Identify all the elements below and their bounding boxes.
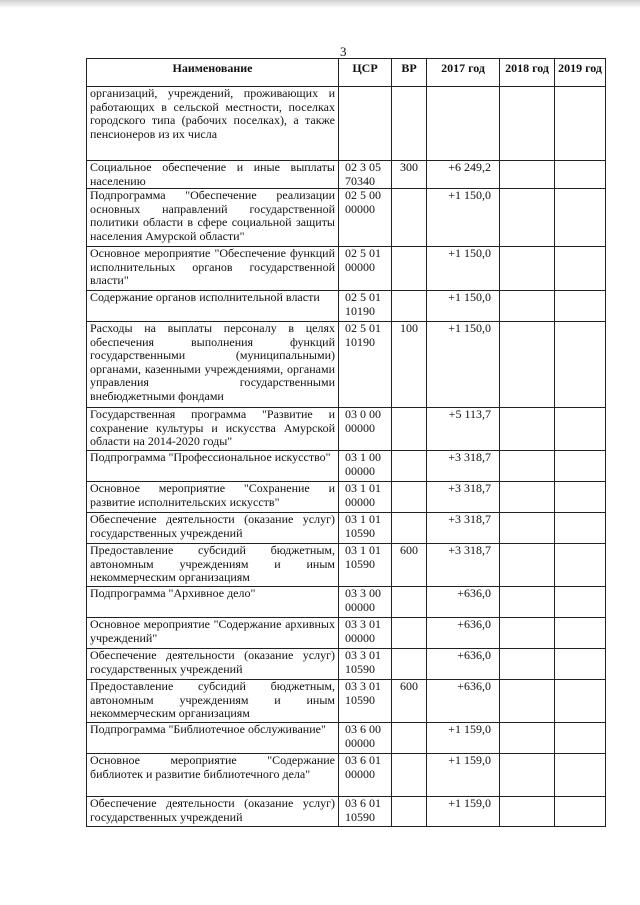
row-amount-2019 <box>555 723 606 754</box>
row-amount-2018 <box>500 587 555 618</box>
table-row <box>87 161 606 189</box>
table-row <box>87 649 606 680</box>
row-amount-2018 <box>500 649 555 680</box>
table-row <box>87 723 606 754</box>
row-amount-2018 <box>500 87 555 161</box>
table-row <box>87 408 606 451</box>
header-2017: 2017 год <box>427 59 500 87</box>
row-csr: 03 1 01 00000 <box>339 482 392 513</box>
row-vr <box>392 408 427 451</box>
row-amount-2017: +636,0 <box>427 618 500 649</box>
row-vr <box>392 247 427 291</box>
table-row <box>87 451 606 482</box>
row-vr <box>392 189 427 247</box>
row-amount-2017: +1 150,0 <box>427 291 500 322</box>
row-amount-2017: +1 150,0 <box>427 247 500 291</box>
row-vr <box>392 723 427 754</box>
row-vr <box>392 513 427 544</box>
table-row <box>87 189 606 247</box>
row-csr: 03 0 00 00000 <box>339 408 392 451</box>
row-amount-2018 <box>500 482 555 513</box>
page-number: 3 <box>340 44 347 59</box>
scan-edge <box>0 0 640 8</box>
row-csr: 03 3 01 10590 <box>339 680 392 723</box>
table-row <box>87 513 606 544</box>
row-amount-2019 <box>555 649 606 680</box>
row-amount-2017: +1 150,0 <box>427 322 500 408</box>
row-vr: 600 <box>392 680 427 723</box>
row-vr <box>392 587 427 618</box>
row-amount-2017: +3 318,7 <box>427 513 500 544</box>
row-csr: 03 3 01 10590 <box>339 649 392 680</box>
row-csr: 03 3 00 00000 <box>339 587 392 618</box>
row-amount-2019 <box>555 587 606 618</box>
row-name: Основное мероприятие "Содержание архивных учреждений" <box>87 618 339 649</box>
row-name: Обеспечение деятельности (оказание услуг) государственных учреждений <box>87 513 339 544</box>
row-amount-2018 <box>500 291 555 322</box>
row-amount-2017: +1 159,0 <box>427 723 500 754</box>
row-amount-2019 <box>555 189 606 247</box>
row-amount-2018 <box>500 247 555 291</box>
table-body <box>87 87 606 827</box>
row-amount-2019 <box>555 680 606 723</box>
row-vr <box>392 451 427 482</box>
row-amount-2017: +1 159,0 <box>427 797 500 827</box>
header-csr: ЦСР <box>339 59 392 87</box>
table-row <box>87 618 606 649</box>
row-csr: 03 1 01 10590 <box>339 513 392 544</box>
row-csr: 02 5 01 10190 <box>339 291 392 322</box>
row-name: Обеспечение деятельности (оказание услуг) государственных учреждений <box>87 797 339 827</box>
row-amount-2018 <box>500 161 555 189</box>
row-amount-2017: +636,0 <box>427 649 500 680</box>
row-amount-2019 <box>555 408 606 451</box>
table-row <box>87 482 606 513</box>
header-name: Наименование <box>87 59 339 87</box>
row-amount-2019 <box>555 161 606 189</box>
row-amount-2018 <box>500 680 555 723</box>
row-name: Подпрограмма "Профессиональное искусство" <box>87 451 339 482</box>
row-amount-2018 <box>500 513 555 544</box>
table-row <box>87 87 606 161</box>
row-csr: 02 5 01 10190 <box>339 322 392 408</box>
table-row <box>87 322 606 408</box>
row-name: Основное мероприятие "Обеспечение функций исполнительных органов государственной власти" <box>87 247 339 291</box>
row-csr: 03 1 00 00000 <box>339 451 392 482</box>
row-name: организаций, учреждений, проживающих и работающих в сельской местности, поселках городского типа (рабочих поселках), а также пенсионеров из их числа <box>87 87 339 161</box>
table-row <box>87 544 606 587</box>
row-vr <box>392 482 427 513</box>
row-amount-2017: +3 318,7 <box>427 482 500 513</box>
table-row <box>87 797 606 827</box>
row-amount-2018 <box>500 797 555 827</box>
row-vr: 600 <box>392 544 427 587</box>
row-name: Расходы на выплаты персоналу в целях обеспечения выполнения функций государственными (муниципальными) органами, казенными учреждениями, органами управления государственными внебюджетными фондами <box>87 322 339 408</box>
row-amount-2017 <box>427 87 500 161</box>
row-csr: 03 3 01 00000 <box>339 618 392 649</box>
row-name: Подпрограмма "Архивное дело" <box>87 587 339 618</box>
row-amount-2019 <box>555 482 606 513</box>
row-amount-2017: +636,0 <box>427 680 500 723</box>
row-csr: 02 3 05 70340 <box>339 161 392 189</box>
row-csr: 03 6 00 00000 <box>339 723 392 754</box>
header-2019: 2019 год <box>555 59 606 87</box>
row-amount-2017: +5 113,7 <box>427 408 500 451</box>
row-vr <box>392 797 427 827</box>
row-name: Государственная программа "Развитие и сохранение культуры и искусства Амурской области на 2014-2020 годы" <box>87 408 339 451</box>
header-2018: 2018 год <box>500 59 555 87</box>
row-amount-2017: +1 159,0 <box>427 754 500 797</box>
row-vr <box>392 754 427 797</box>
row-amount-2019 <box>555 322 606 408</box>
row-csr <box>339 87 392 161</box>
row-name: Предоставление субсидий бюджетным, автономным учреждениям и иным некоммерческим организациям <box>87 680 339 723</box>
row-name: Предоставление субсидий бюджетным, автономным учреждениям и иным некоммерческим организациям <box>87 544 339 587</box>
row-amount-2019 <box>555 544 606 587</box>
budget-table <box>86 58 606 827</box>
row-name: Обеспечение деятельности (оказание услуг) государственных учреждений <box>87 649 339 680</box>
row-vr <box>392 649 427 680</box>
row-amount-2017: +3 318,7 <box>427 451 500 482</box>
row-name: Основное мероприятие "Сохранение и развитие исполнительских искусств" <box>87 482 339 513</box>
row-amount-2018 <box>500 618 555 649</box>
row-name: Содержание органов исполнительной власти <box>87 291 339 322</box>
row-amount-2018 <box>500 723 555 754</box>
row-amount-2019 <box>555 754 606 797</box>
row-name: Социальное обеспечение и иные выплаты населению <box>87 161 339 189</box>
row-amount-2019 <box>555 618 606 649</box>
row-amount-2018 <box>500 451 555 482</box>
row-amount-2019 <box>555 451 606 482</box>
table-row <box>87 291 606 322</box>
row-vr: 300 <box>392 161 427 189</box>
table-row <box>87 247 606 291</box>
row-name: Подпрограмма "Обеспечение реализации основных направлений государственной политики области в сфере социальной защиты населения Амурской области" <box>87 189 339 247</box>
row-amount-2019 <box>555 513 606 544</box>
row-amount-2019 <box>555 247 606 291</box>
row-name: Подпрограмма "Библиотечное обслуживание" <box>87 723 339 754</box>
row-amount-2018 <box>500 544 555 587</box>
row-amount-2018 <box>500 408 555 451</box>
row-csr: 03 6 01 10590 <box>339 797 392 827</box>
header-vr: ВР <box>392 59 427 87</box>
row-vr: 100 <box>392 322 427 408</box>
table-row <box>87 587 606 618</box>
row-amount-2017: +1 150,0 <box>427 189 500 247</box>
row-amount-2019 <box>555 87 606 161</box>
row-amount-2018 <box>500 322 555 408</box>
table-header-row <box>87 59 606 87</box>
row-amount-2017: +3 318,7 <box>427 544 500 587</box>
row-amount-2019 <box>555 797 606 827</box>
row-name: Основное мероприятие "Содержание библиотек и развитие библиотечного дела" <box>87 754 339 797</box>
row-amount-2017: +636,0 <box>427 587 500 618</box>
row-amount-2019 <box>555 291 606 322</box>
row-csr: 02 5 01 00000 <box>339 247 392 291</box>
row-csr: 02 5 00 00000 <box>339 189 392 247</box>
row-vr <box>392 87 427 161</box>
row-vr <box>392 618 427 649</box>
row-amount-2018 <box>500 189 555 247</box>
row-amount-2018 <box>500 754 555 797</box>
row-amount-2017: +6 249,2 <box>427 161 500 189</box>
row-vr <box>392 291 427 322</box>
table-row <box>87 680 606 723</box>
table-row <box>87 754 606 797</box>
row-csr: 03 1 01 10590 <box>339 544 392 587</box>
row-csr: 03 6 01 00000 <box>339 754 392 797</box>
